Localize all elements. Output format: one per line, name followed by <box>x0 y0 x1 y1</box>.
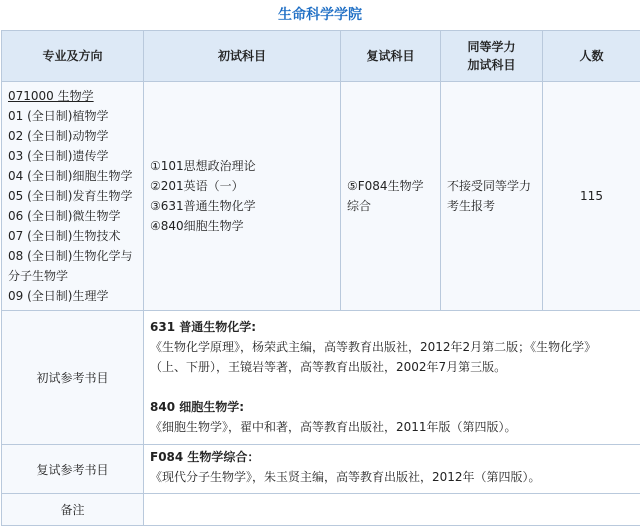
major-item: 09 (全日制)生理学 <box>8 289 109 303</box>
remarks-label: 备注 <box>2 494 144 526</box>
header-equivalent <box>441 31 543 82</box>
enrollment-count: 115 <box>543 82 640 311</box>
header-row <box>2 31 640 82</box>
first-exam-subject: ③631普通生物化学 <box>150 199 256 213</box>
ref-section-title: 631 普通生物化学: <box>150 320 257 334</box>
major-item: 05 (全日制)发育生物学 <box>8 189 133 203</box>
first-refs-label: 初试参考书目 <box>2 311 144 445</box>
major-item: 03 (全日制)遗传学 <box>8 149 109 163</box>
header-count: 人数 <box>543 31 640 82</box>
second-refs-content <box>144 445 640 494</box>
first-refs-content <box>144 311 640 445</box>
major-item: 分子生物学 <box>8 269 69 283</box>
ref-section-title: 840 细胞生物学: <box>150 400 245 414</box>
header-major: 专业及方向 <box>2 31 144 82</box>
major-item: 01 (全日制)植物学 <box>8 109 109 123</box>
major-row <box>2 82 640 311</box>
page-title: 生命科学学院 <box>278 7 362 23</box>
ref-line: （上、下册），王镜岩等著，高等教育出版社，2002年7月第三版。 <box>150 360 507 374</box>
header-equivalent-line1: 同等学力 <box>467 40 516 54</box>
header-second-exam: 复试科目 <box>341 31 441 82</box>
ref-section-title: F084 生物学综合： <box>150 450 260 464</box>
equivalent-cell <box>441 82 543 311</box>
remarks-row <box>2 494 640 526</box>
second-exam-cell <box>341 82 441 311</box>
major-item: 08 (全日制)生物化学与 <box>8 249 133 263</box>
first-exam-subject: ④840细胞生物学 <box>150 219 244 233</box>
major-item: 02 (全日制)动物学 <box>8 129 109 143</box>
major-item: 04 (全日制)细胞生物学 <box>8 169 133 183</box>
first-exam-subject: ②201英语（一） <box>150 179 244 193</box>
first-exam-cell <box>144 82 341 311</box>
first-exam-subject: ①101思想政治理论 <box>150 159 256 173</box>
equivalent-text-line2: 考生报考 <box>447 199 496 213</box>
header-equivalent-line2: 加试科目 <box>467 58 516 72</box>
first-refs-row <box>2 311 640 445</box>
major-item: 06 (全日制)微生物学 <box>8 209 121 223</box>
second-refs-row <box>2 445 640 494</box>
majors-cell <box>2 82 144 311</box>
second-exam-subject-line2: 综合 <box>347 199 372 213</box>
admissions-table <box>1 30 640 526</box>
ref-line: 《细胞生物学》，翟中和著，高等教育出版社，2011年版（第四版）。 <box>150 420 517 434</box>
ref-line: 《生物化学原理》，杨荣武主编，高等教育出版社，2012年2月第二版；《生物化学》 <box>150 340 597 354</box>
equivalent-text-line1: 不接受同等学力 <box>447 179 532 193</box>
ref-line: 《现代分子生物学》，朱玉贤主编，高等教育出版社，2012年（第四版）。 <box>150 470 541 484</box>
header-first-exam: 初试科目 <box>144 31 341 82</box>
major-code: 071000 生物学 <box>8 89 94 103</box>
second-exam-subject-line1: ⑤F084生物学 <box>347 179 424 193</box>
major-item: 07 (全日制)生物技术 <box>8 229 121 243</box>
second-refs-label: 复试参考书目 <box>2 445 144 494</box>
remarks-content <box>144 494 640 526</box>
